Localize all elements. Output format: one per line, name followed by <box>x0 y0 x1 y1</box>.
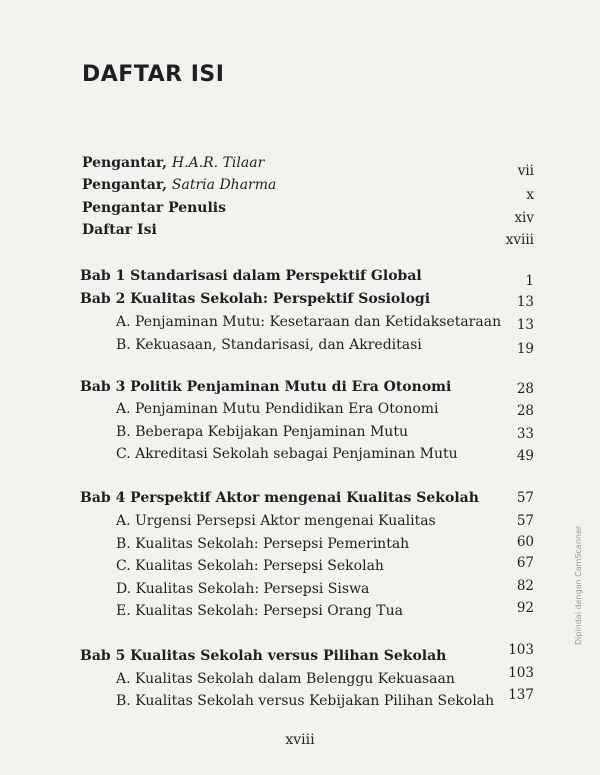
toc-section-label: E. Kualitas Sekolah: Persepsi Orang Tua <box>116 603 403 619</box>
toc-entry-author: H.A.R. Tilaar <box>171 155 265 171</box>
toc-front-entry <box>0 219 600 248</box>
toc-section <box>0 510 600 532</box>
toc-section-label: B. Kualitas Sekolah versus Kebijakan Pilihan Sekolah <box>116 693 495 709</box>
toc-section <box>0 600 600 622</box>
toc-section-page: 67 <box>516 555 534 571</box>
toc-entry-label: Pengantar Penulis <box>82 200 226 216</box>
toc-section-label: D. Kualitas Sekolah: Persepsi Siswa <box>116 581 370 597</box>
toc-section-page: 49 <box>516 448 534 464</box>
toc-chapter-label: Bab 5 Kualitas Sekolah versus Pilihan Sekolah <box>80 648 447 664</box>
toc-section-label: C. Akreditasi Sekolah sebagai Penjaminan Mutu <box>116 446 458 462</box>
toc-section-label: B. Beberapa Kebijakan Penjaminan Mutu <box>116 424 408 440</box>
toc-section <box>0 443 600 465</box>
toc-entry-page: xiv <box>514 210 534 226</box>
toc-chapter <box>0 288 600 310</box>
toc-section-page: 28 <box>516 403 534 419</box>
toc-entry-page: vii <box>517 163 534 179</box>
page-title: DAFTAR ISI <box>82 62 225 87</box>
toc-section-label: C. Kualitas Sekolah: Persepsi Sekolah <box>116 558 384 574</box>
toc-section-label: A. Penjaminan Mutu: Kesetaraan dan Ketidaksetaraan <box>116 314 502 330</box>
toc-entry-label: Pengantar, Satria Dharma <box>82 177 277 193</box>
toc-section-label: B. Kualitas Sekolah: Persepsi Pemerintah <box>116 536 410 552</box>
toc-chapter <box>0 376 600 398</box>
toc-section-label: A. Urgensi Persepsi Aktor mengenai Kualitas <box>116 513 436 529</box>
toc-chapter <box>0 265 600 287</box>
page-number: xviii <box>285 732 315 748</box>
toc-chapter-label: Bab 1 Standarisasi dalam Perspektif Global <box>80 268 422 284</box>
toc-section <box>0 687 600 712</box>
toc-chapter-label: Bab 3 Politik Penjaminan Mutu di Era Otonomi <box>80 379 452 395</box>
toc-front-entry <box>0 152 600 179</box>
toc-entry-page: x <box>526 187 534 203</box>
toc-section-page: 82 <box>516 578 534 594</box>
toc-entry-label: Pengantar, H.A.R. Tilaar <box>82 155 265 171</box>
toc-section-page: 60 <box>516 534 534 550</box>
toc-chapter-page: 28 <box>516 381 534 397</box>
toc-section-page: 103 <box>508 665 534 681</box>
toc-front-entry <box>0 174 600 203</box>
scanner-watermark: Dipindai dengan CamScanner <box>574 525 583 645</box>
toc-chapter-page: 13 <box>516 294 534 310</box>
toc-section-page: 137 <box>508 687 534 703</box>
toc-front-entry <box>0 197 600 226</box>
toc-section-page: 19 <box>516 341 534 357</box>
toc-entry-author: Satria Dharma <box>171 177 277 193</box>
toc-chapter-label: Bab 4 Perspektif Aktor mengenai Kualitas Sekolah <box>80 490 479 506</box>
toc-section-page: 57 <box>516 513 534 529</box>
toc-section-label: A. Penjaminan Mutu Pendidikan Era Otonomi <box>116 401 439 417</box>
toc-section <box>0 334 600 356</box>
toc-section <box>0 555 600 577</box>
toc-section-label: A. Kualitas Sekolah dalam Belenggu Kekuasaan <box>116 671 455 687</box>
toc-chapter-page: 103 <box>508 642 534 658</box>
toc-section-page: 13 <box>516 317 534 333</box>
toc-entry-label: Daftar Isi <box>82 222 157 238</box>
toc-section <box>0 311 600 333</box>
toc-section <box>0 421 600 443</box>
toc-section-label: B. Kekuasaan, Standarisasi, dan Akreditasi <box>116 337 422 353</box>
toc-entry-page: xviii <box>505 232 534 248</box>
toc-section-page: 92 <box>516 600 534 616</box>
toc-section <box>0 398 600 420</box>
toc-chapter-page: 57 <box>516 490 534 506</box>
toc-section-page: 33 <box>516 426 534 442</box>
toc-chapter <box>0 487 600 509</box>
toc-chapter-label: Bab 2 Kualitas Sekolah: Perspektif Sosiologi <box>80 291 431 307</box>
toc-chapter-page: 1 <box>525 273 534 289</box>
